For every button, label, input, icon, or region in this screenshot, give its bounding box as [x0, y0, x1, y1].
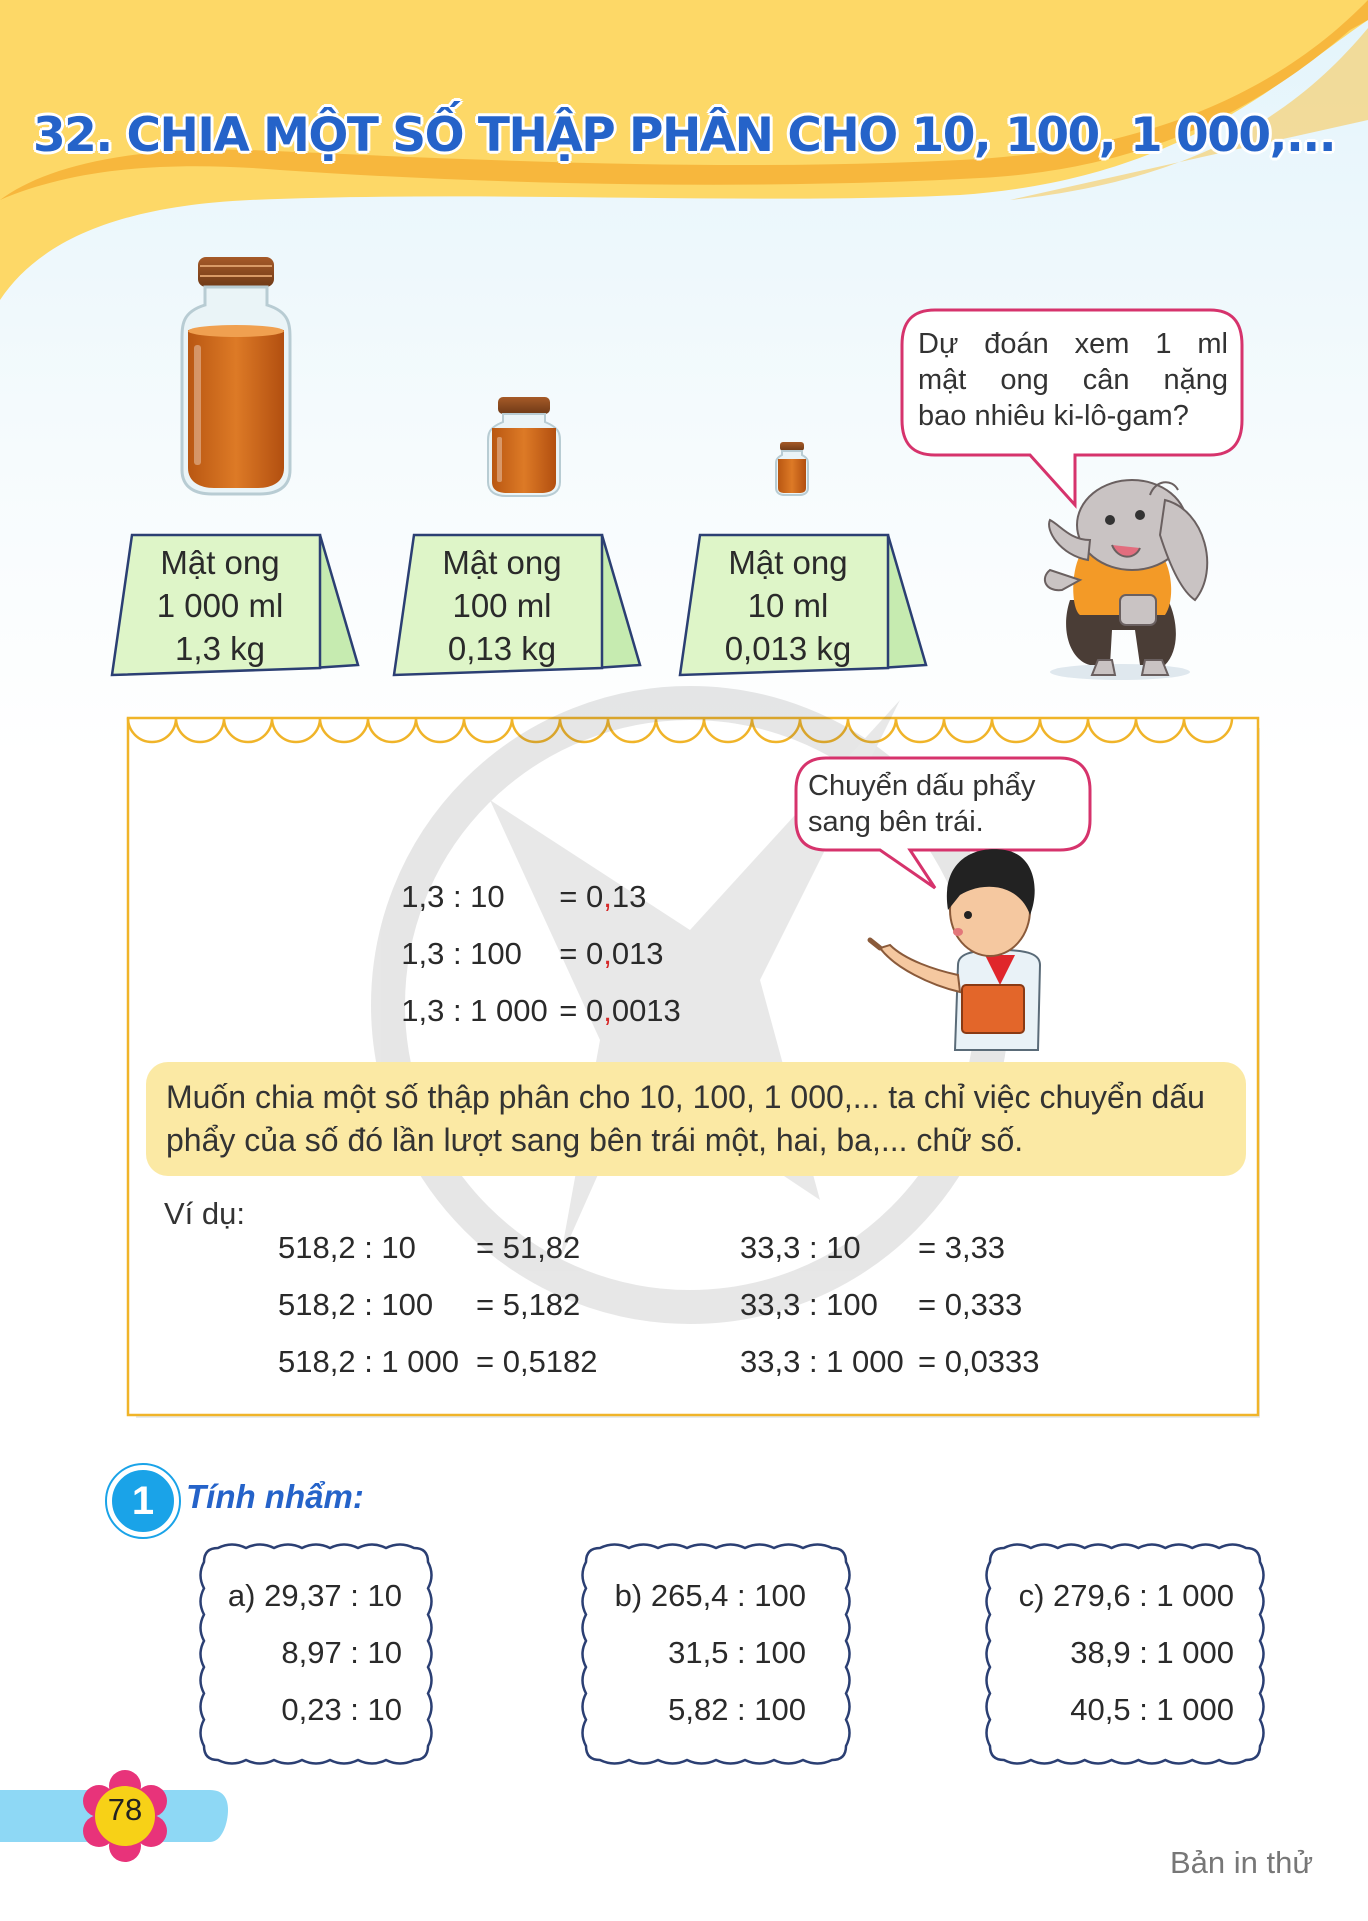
example-row — [740, 1287, 1022, 1323]
label-mass: 1,3 kg — [175, 630, 265, 667]
calc-line: 31,5 : 100 — [668, 1635, 806, 1670]
lesson-title: 32. CHIA MỘT SỐ THẬP PHÂN CHO 10, 100, 1 000,... — [32, 108, 1336, 163]
moved-comma: , — [603, 936, 612, 971]
label-name: Mật ong — [160, 544, 280, 581]
moved-comma: , — [603, 993, 612, 1028]
label-name: Mật ong — [442, 544, 562, 581]
label-mass: 0,013 kg — [724, 630, 852, 667]
example-row — [278, 1287, 580, 1323]
label-volume: 100 ml — [452, 587, 552, 624]
bubble-line: Dự đoán xem 1 ml — [918, 328, 1228, 360]
demo-expression: 1,3 : 10 — [401, 879, 505, 914]
exercise-title: Tính nhẩm: — [186, 1478, 364, 1515]
demo-result: = 0,13 — [559, 879, 647, 914]
rule-text: Muốn chia một số thập phân cho 10, 100, 1 000,... ta chỉ việc chuyển dấu phẩy của số đó lần lượt sang bên trái một, hai, ba,... chữ số. — [166, 1079, 1205, 1158]
example-row — [278, 1344, 598, 1380]
examples-label: Ví dụ: — [164, 1196, 245, 1231]
example-row — [740, 1344, 1040, 1380]
example-expression: 518,2 : 1 000 — [278, 1344, 459, 1379]
example-expression: 33,3 : 1 000 — [740, 1344, 904, 1379]
label-name: Mật ong — [728, 544, 848, 581]
moved-comma: , — [603, 879, 612, 914]
calc-line: 0,23 : 10 — [281, 1692, 402, 1727]
label-card-3-text — [684, 541, 892, 670]
example-result: = 5,182 — [476, 1287, 581, 1322]
example-row — [740, 1230, 1005, 1266]
bubble-line: Chuyển dấu phẩy — [808, 770, 1036, 802]
label-volume: 1 000 ml — [156, 587, 284, 624]
calc-line: 5,82 : 100 — [668, 1692, 806, 1727]
example-result: = 3,33 — [918, 1230, 1006, 1265]
example-expression: 33,3 : 100 — [740, 1287, 878, 1322]
bubble-line: mật ong cân nặng — [918, 364, 1228, 396]
demo-expression: 1,3 : 1 000 — [401, 993, 548, 1028]
boy-bubble-text — [808, 768, 1088, 840]
example-result: = 0,5182 — [476, 1344, 598, 1379]
calc-line: a) 29,37 : 10 — [227, 1578, 402, 1613]
calc-line: 8,97 : 10 — [281, 1635, 402, 1670]
example-expression: 518,2 : 100 — [278, 1287, 434, 1322]
draft-footer: Bản in thử — [1170, 1845, 1314, 1880]
demo-expression: 1,3 : 100 — [401, 936, 522, 971]
calc-line: 40,5 : 1 000 — [1070, 1692, 1234, 1727]
demo-row-3 — [384, 957, 681, 1029]
label-card-2-text — [398, 541, 606, 670]
bubble-line: bao nhiêu ki-lô-gam? — [918, 400, 1189, 432]
calc-line: c) 279,6 : 1 000 — [1018, 1578, 1234, 1613]
demo-result: = 0,013 — [559, 936, 664, 971]
elephant-bubble-text — [918, 326, 1228, 434]
page-number: 78 — [107, 1792, 143, 1827]
example-row — [278, 1230, 580, 1266]
label-mass: 0,13 kg — [447, 630, 557, 667]
example-expression: 518,2 : 10 — [278, 1230, 416, 1265]
example-result: = 51,82 — [476, 1230, 581, 1265]
exercise-number: 1 — [131, 1479, 155, 1523]
honey-jar-small — [776, 442, 808, 495]
label-card-1-text — [116, 541, 324, 670]
example-result: = 0,0333 — [918, 1344, 1040, 1379]
demo-result: = 0,0013 — [559, 993, 681, 1028]
calc-line: b) 265,4 : 100 — [614, 1578, 806, 1613]
calc-line: 38,9 : 1 000 — [1070, 1635, 1234, 1670]
example-result: = 0,333 — [918, 1287, 1023, 1322]
example-expression: 33,3 : 10 — [740, 1230, 861, 1265]
bubble-line: sang bên trái. — [808, 806, 984, 838]
label-volume: 10 ml — [747, 587, 829, 624]
